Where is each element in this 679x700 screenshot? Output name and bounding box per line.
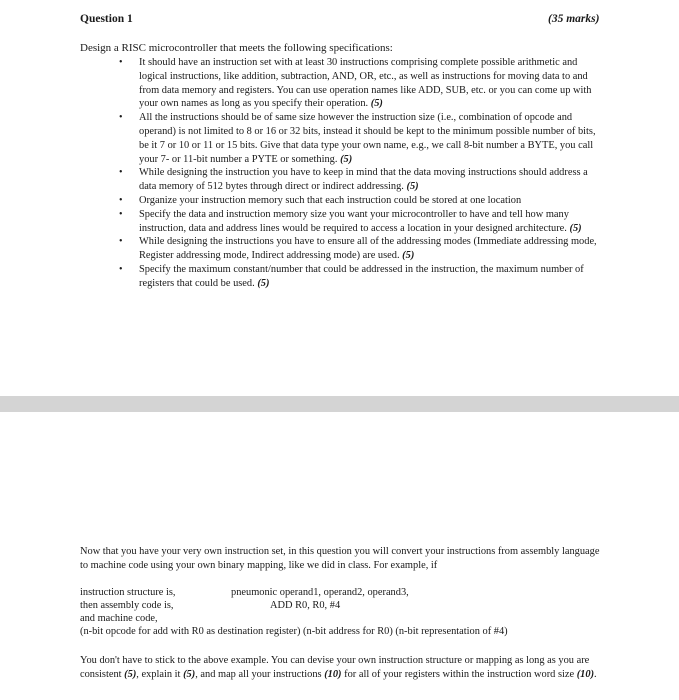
page-divider (0, 396, 679, 412)
question-title: Question 1 (80, 13, 133, 25)
bullet-icon: • (119, 263, 123, 275)
freedom-marks-4: (10) (576, 668, 595, 680)
freedom-text-1: You don't have to stick to the above example. You can devise your own instruction structure or mapping as long as you are consistent (80, 655, 590, 680)
list-item-text: Specify the maximum constant/number that could be addressed in the instruction, the maximum number of registers that could be used. (139, 263, 584, 289)
bullet-icon: • (119, 167, 123, 179)
freedom-marks-2: (5) (183, 668, 196, 680)
bullet-icon: • (119, 57, 123, 68)
list-item (0, 235, 598, 263)
specification-list (0, 56, 679, 291)
freedom-text-3: , and map all your instructions (195, 668, 322, 680)
part2-intro: Now that you have your very own instruction set, in this question you will convert your instructions from assembly language to machine code using your own binary mapping, like we did in class. For example, if (80, 546, 600, 571)
list-item-marks: (5) (340, 153, 353, 165)
list-item-text: It should have an instruction set with at least 30 instructions comprising complete possible arithmetic and logical instructions, like addition, subtraction, AND, OR, etc., as well as instructions for moving data to and from data memory and registers. You can use operation names like ADD, SUB, etc. or you can come up with your own names as long as you specify their operation. (139, 57, 592, 110)
list-item (0, 111, 598, 166)
example-assembly-value: ADD R0, R0, #4 (270, 600, 341, 611)
bullet-icon: • (119, 236, 123, 248)
list-item (0, 208, 598, 236)
example-structure-value: pneumonic operand1, operand2, operand3, (231, 587, 409, 598)
list-item (0, 166, 598, 194)
list-item-marks: (5) (370, 98, 383, 110)
list-item-marks: (5) (406, 181, 419, 193)
bullet-icon: • (119, 208, 123, 220)
list-item (0, 194, 598, 208)
list-item-text: While designing the instruction you have to keep in mind that the data moving instructions should address a data memory of 512 bytes through direct or indirect addressing. (139, 167, 588, 193)
list-item-marks: (5) (402, 250, 415, 262)
bullet-icon: • (119, 194, 123, 206)
list-item-text: Organize your instruction memory such that each instruction could be stored at one location (139, 194, 522, 206)
freedom-marks-1: (5) (124, 668, 137, 680)
question-marks: (35 marks) (548, 13, 600, 25)
example-assembly-label: then assembly code is, (80, 600, 174, 611)
freedom-marks-3: (10) (324, 668, 342, 680)
example-machine-label: and machine code, (80, 613, 158, 624)
freedom-text-2: , explain it (136, 668, 181, 680)
list-item-text: While designing the instructions you have to ensure all of the addressing modes (Immediate addressing mode, Register addressing mode, Indirect addressing mode) are used. (139, 236, 597, 262)
freedom-text-4: for all of your registers within the instruction word size (341, 668, 575, 680)
example-structure-label: instruction structure is, (80, 587, 176, 598)
list-item-text: All the instructions should be of same size however the instruction size (i.e., combination of opcode and operand) is not limited to 8 or 16 or 32 bits, instead it should be kept to the minimum possible number of bits, be it 7 or 10 or 11 or 15 bits. Give that data type your own name, e.g., we call 8-bit number a BYTE, you call your 7- or 11-bit number a PYTE or something. (139, 112, 596, 165)
question-intro: Design a RISC microcontroller that meets the following specifications: (80, 42, 393, 54)
list-item (0, 56, 598, 111)
list-item (0, 263, 598, 291)
part2-freedom-paragraph (80, 654, 600, 682)
list-item-marks: (5) (569, 222, 582, 234)
list-item-text: Specify the data and instruction memory size you want your microcontroller to have and tell how many instruction, data and address lines would be required to access a location in your designed architecture. (139, 208, 569, 234)
example-machine-value: (n-bit opcode for add with R0 as destination register) (n-bit address for R0) (n-bit representation of #4) (80, 626, 508, 637)
bullet-icon: • (119, 112, 123, 124)
list-item-marks: (5) (257, 277, 270, 289)
freedom-text-5: . (594, 668, 597, 680)
